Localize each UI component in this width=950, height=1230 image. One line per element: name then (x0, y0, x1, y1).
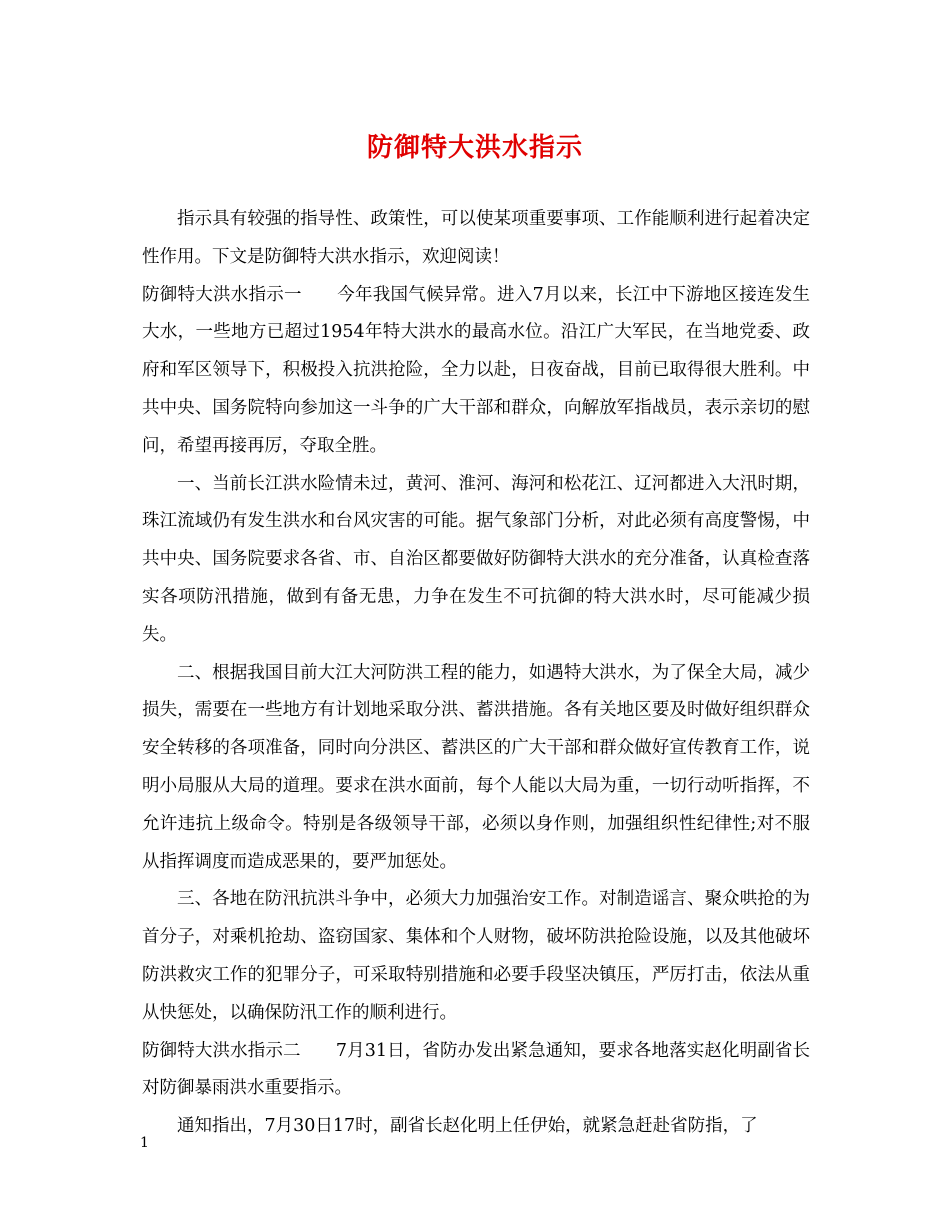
section-one-paragraph: 防御特大洪水指示一 今年我国气候异常。进入7月以来，长江中下游地区接连发生大水，一些地方已超过1954年特大洪水的最高水位。沿江广大军民，在当地党委、政府和军区领导下，积极投入抗洪抢险，全力以赴，日夜奋战，目前已取得很大胜利。中共中央、国务院特向参加这一斗争的广大干部和群众，向解放军指战员，表示亲切的慰问，希望再接再厉，夺取全胜。 (142, 284, 810, 456)
point-three-paragraph: 三、各地在防汛抗洪斗争中，必须大力加强治安工作。对制造谣言、聚众哄抢的为首分子，对乘机抢劫、盗窃国家、集体和个人财物，破坏防洪抢险设施，以及其他破坏防洪救灾工作的犯罪分子，可采取特别措施和必要手段坚决镇压，严厉打击，依法从重从快惩处，以确保防汛工作的顺利进行。 (142, 889, 810, 1023)
point-one-paragraph: 一、当前长江洪水险情未过，黄河、淮河、海河和松花江、辽河都进入大汛时期，珠江流域仍有发生洪水和台风灾害的可能。据气象部门分析，对此必须有高度警惕，中共中央、国务院要求各省、市、自治区都要做好防御特大洪水的充分准备，认真检查落实各项防汛措施，做到有备无患，力争在发生不可抗御的特大洪水时，尽可能减少损失。 (142, 473, 810, 645)
page-number: 1 (140, 1135, 149, 1151)
document-title: 防御特大洪水指示 (366, 133, 583, 163)
document-body (142, 201, 810, 1146)
notice-paragraph: 通知指出，7月30日17时，副省长赵化明上任伊始，就紧急赶赴省防指，了 (177, 1116, 758, 1137)
point-two-paragraph: 二、根据我国目前大江大河防洪工程的能力，如遇特大洪水，为了保全大局，减少损失，需要在一些地方有计划地采取分洪、蓄洪措施。各有关地区要及时做好组织群众安全转移的各项准备，同时向分洪区、蓄洪区的广大干部和群众做好宣传教育工作，说明小局服从大局的道理。要求在洪水面前，每个人能以大局为重，一切行动听指挥，不允许违抗上级命令。特别是各级领导干部，必须以身作则，加强组织性纪律性;对不服从指挥调度而造成恶果的，要严加惩处。 (142, 662, 810, 872)
intro-paragraph: 指示具有较强的指导性、政策性，可以使某项重要事项、工作能顺利进行起着决定性作用。下文是防御特大洪水指示，欢迎阅读！ (142, 209, 810, 267)
section-two-paragraph: 防御特大洪水指示二 7月31日，省防办发出紧急通知，要求各地落实赵化明副省长对防御暴雨洪水重要指示。 (142, 1040, 810, 1099)
